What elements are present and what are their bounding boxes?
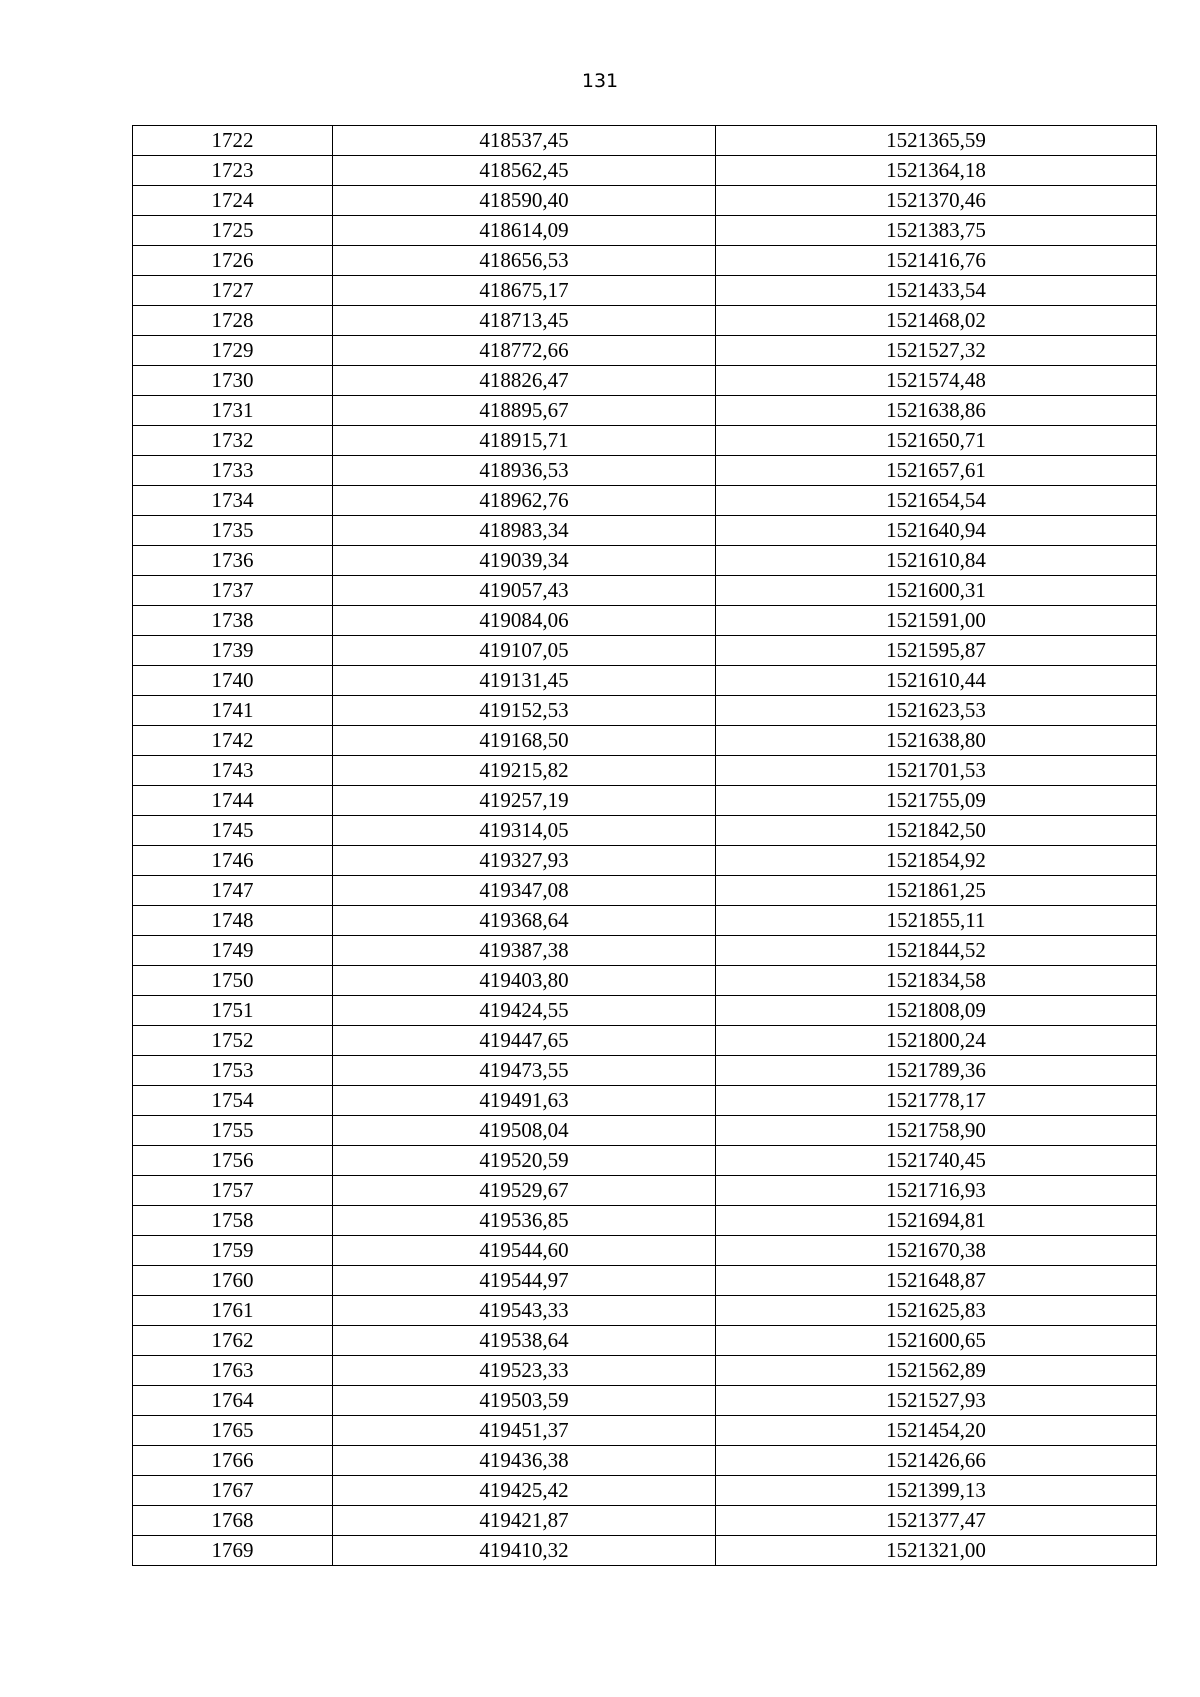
y-coordinate-cell: 1521527,93: [716, 1386, 1157, 1416]
coordinates-table: [132, 125, 1157, 1566]
x-coordinate-cell: 419152,53: [333, 696, 716, 726]
point-number-cell: 1738: [133, 606, 333, 636]
table-row: [133, 396, 1157, 426]
point-number-cell: 1732: [133, 426, 333, 456]
point-number-cell: 1730: [133, 366, 333, 396]
point-number-cell: 1726: [133, 246, 333, 276]
x-coordinate-cell: 419327,93: [333, 846, 716, 876]
point-number-cell: 1735: [133, 516, 333, 546]
y-coordinate-cell: 1521842,50: [716, 816, 1157, 846]
table-row: [133, 276, 1157, 306]
table-row: [133, 336, 1157, 366]
point-number-cell: 1740: [133, 666, 333, 696]
point-number-cell: 1766: [133, 1446, 333, 1476]
point-number-cell: 1749: [133, 936, 333, 966]
y-coordinate-cell: 1521800,24: [716, 1026, 1157, 1056]
point-number-cell: 1759: [133, 1236, 333, 1266]
point-number-cell: 1751: [133, 996, 333, 1026]
x-coordinate-cell: 419131,45: [333, 666, 716, 696]
point-number-cell: 1728: [133, 306, 333, 336]
table-row: [133, 486, 1157, 516]
point-number-cell: 1733: [133, 456, 333, 486]
point-number-cell: 1752: [133, 1026, 333, 1056]
x-coordinate-cell: 419544,97: [333, 1266, 716, 1296]
x-coordinate-cell: 419436,38: [333, 1446, 716, 1476]
y-coordinate-cell: 1521778,17: [716, 1086, 1157, 1116]
y-coordinate-cell: 1521854,92: [716, 846, 1157, 876]
x-coordinate-cell: 419508,04: [333, 1116, 716, 1146]
table-row: [133, 1056, 1157, 1086]
y-coordinate-cell: 1521610,44: [716, 666, 1157, 696]
y-coordinate-cell: 1521650,71: [716, 426, 1157, 456]
table-row: [133, 1296, 1157, 1326]
point-number-cell: 1764: [133, 1386, 333, 1416]
x-coordinate-cell: 419523,33: [333, 1356, 716, 1386]
y-coordinate-cell: 1521640,94: [716, 516, 1157, 546]
point-number-cell: 1724: [133, 186, 333, 216]
table-row: [133, 1506, 1157, 1536]
table-row: [133, 546, 1157, 576]
table-body: [133, 126, 1157, 1566]
x-coordinate-cell: 418983,34: [333, 516, 716, 546]
point-number-cell: 1762: [133, 1326, 333, 1356]
y-coordinate-cell: 1521426,66: [716, 1446, 1157, 1476]
point-number-cell: 1761: [133, 1296, 333, 1326]
table-row: [133, 996, 1157, 1026]
table-row: [133, 1176, 1157, 1206]
table-row: [133, 1116, 1157, 1146]
y-coordinate-cell: 1521855,11: [716, 906, 1157, 936]
table-row: [133, 246, 1157, 276]
point-number-cell: 1725: [133, 216, 333, 246]
x-coordinate-cell: 418537,45: [333, 126, 716, 156]
y-coordinate-cell: 1521364,18: [716, 156, 1157, 186]
point-number-cell: 1737: [133, 576, 333, 606]
table-row: [133, 756, 1157, 786]
point-number-cell: 1747: [133, 876, 333, 906]
x-coordinate-cell: 419039,34: [333, 546, 716, 576]
x-coordinate-cell: 419544,60: [333, 1236, 716, 1266]
x-coordinate-cell: 419473,55: [333, 1056, 716, 1086]
point-number-cell: 1731: [133, 396, 333, 426]
y-coordinate-cell: 1521377,47: [716, 1506, 1157, 1536]
point-number-cell: 1739: [133, 636, 333, 666]
x-coordinate-cell: 418962,76: [333, 486, 716, 516]
table-row: [133, 156, 1157, 186]
table-row: [133, 726, 1157, 756]
point-number-cell: 1745: [133, 816, 333, 846]
table-row: [133, 366, 1157, 396]
x-coordinate-cell: 418826,47: [333, 366, 716, 396]
y-coordinate-cell: 1521789,36: [716, 1056, 1157, 1086]
y-coordinate-cell: 1521468,02: [716, 306, 1157, 336]
y-coordinate-cell: 1521625,83: [716, 1296, 1157, 1326]
table-row: [133, 906, 1157, 936]
table-row: [133, 786, 1157, 816]
y-coordinate-cell: 1521370,46: [716, 186, 1157, 216]
y-coordinate-cell: 1521740,45: [716, 1146, 1157, 1176]
y-coordinate-cell: 1521716,93: [716, 1176, 1157, 1206]
x-coordinate-cell: 419084,06: [333, 606, 716, 636]
table-row: [133, 1206, 1157, 1236]
y-coordinate-cell: 1521638,80: [716, 726, 1157, 756]
x-coordinate-cell: 419314,05: [333, 816, 716, 846]
x-coordinate-cell: 418772,66: [333, 336, 716, 366]
x-coordinate-cell: 418675,17: [333, 276, 716, 306]
y-coordinate-cell: 1521808,09: [716, 996, 1157, 1026]
table-row: [133, 1026, 1157, 1056]
point-number-cell: 1746: [133, 846, 333, 876]
x-coordinate-cell: 419387,38: [333, 936, 716, 966]
x-coordinate-cell: 419421,87: [333, 1506, 716, 1536]
x-coordinate-cell: 419410,32: [333, 1536, 716, 1566]
y-coordinate-cell: 1521595,87: [716, 636, 1157, 666]
x-coordinate-cell: 418656,53: [333, 246, 716, 276]
y-coordinate-cell: 1521701,53: [716, 756, 1157, 786]
y-coordinate-cell: 1521591,00: [716, 606, 1157, 636]
x-coordinate-cell: 419168,50: [333, 726, 716, 756]
table-row: [133, 426, 1157, 456]
y-coordinate-cell: 1521433,54: [716, 276, 1157, 306]
table-row: [133, 576, 1157, 606]
table-row: [133, 1536, 1157, 1566]
table-row: [133, 816, 1157, 846]
y-coordinate-cell: 1521861,25: [716, 876, 1157, 906]
table-row: [133, 1416, 1157, 1446]
y-coordinate-cell: 1521600,31: [716, 576, 1157, 606]
y-coordinate-cell: 1521610,84: [716, 546, 1157, 576]
x-coordinate-cell: 419447,65: [333, 1026, 716, 1056]
table-row: [133, 936, 1157, 966]
point-number-cell: 1722: [133, 126, 333, 156]
point-number-cell: 1769: [133, 1536, 333, 1566]
table-row: [133, 1326, 1157, 1356]
point-number-cell: 1767: [133, 1476, 333, 1506]
table-row: [133, 1086, 1157, 1116]
point-number-cell: 1755: [133, 1116, 333, 1146]
y-coordinate-cell: 1521454,20: [716, 1416, 1157, 1446]
x-coordinate-cell: 419257,19: [333, 786, 716, 816]
x-coordinate-cell: 418915,71: [333, 426, 716, 456]
y-coordinate-cell: 1521623,53: [716, 696, 1157, 726]
point-number-cell: 1734: [133, 486, 333, 516]
point-number-cell: 1758: [133, 1206, 333, 1236]
x-coordinate-cell: 419503,59: [333, 1386, 716, 1416]
y-coordinate-cell: 1521399,13: [716, 1476, 1157, 1506]
y-coordinate-cell: 1521638,86: [716, 396, 1157, 426]
point-number-cell: 1729: [133, 336, 333, 366]
x-coordinate-cell: 419491,63: [333, 1086, 716, 1116]
table-row: [133, 966, 1157, 996]
x-coordinate-cell: 418614,09: [333, 216, 716, 246]
table-row: [133, 1266, 1157, 1296]
y-coordinate-cell: 1521321,00: [716, 1536, 1157, 1566]
table-row: [133, 636, 1157, 666]
y-coordinate-cell: 1521755,09: [716, 786, 1157, 816]
table-row: [133, 876, 1157, 906]
point-number-cell: 1765: [133, 1416, 333, 1446]
table-row: [133, 1236, 1157, 1266]
y-coordinate-cell: 1521383,75: [716, 216, 1157, 246]
y-coordinate-cell: 1521844,52: [716, 936, 1157, 966]
point-number-cell: 1753: [133, 1056, 333, 1086]
table-row: [133, 1446, 1157, 1476]
y-coordinate-cell: 1521670,38: [716, 1236, 1157, 1266]
x-coordinate-cell: 419520,59: [333, 1146, 716, 1176]
table-row: [133, 216, 1157, 246]
table-row: [133, 306, 1157, 336]
point-number-cell: 1760: [133, 1266, 333, 1296]
table-row: [133, 606, 1157, 636]
x-coordinate-cell: 418562,45: [333, 156, 716, 186]
table-row: [133, 456, 1157, 486]
point-number-cell: 1727: [133, 276, 333, 306]
x-coordinate-cell: 419451,37: [333, 1416, 716, 1446]
point-number-cell: 1741: [133, 696, 333, 726]
y-coordinate-cell: 1521365,59: [716, 126, 1157, 156]
point-number-cell: 1768: [133, 1506, 333, 1536]
x-coordinate-cell: 418936,53: [333, 456, 716, 486]
point-number-cell: 1748: [133, 906, 333, 936]
point-number-cell: 1723: [133, 156, 333, 186]
y-coordinate-cell: 1521562,89: [716, 1356, 1157, 1386]
x-coordinate-cell: 419529,67: [333, 1176, 716, 1206]
y-coordinate-cell: 1521527,32: [716, 336, 1157, 366]
x-coordinate-cell: 419057,43: [333, 576, 716, 606]
table-row: [133, 186, 1157, 216]
point-number-cell: 1763: [133, 1356, 333, 1386]
x-coordinate-cell: 418713,45: [333, 306, 716, 336]
x-coordinate-cell: 419107,05: [333, 636, 716, 666]
x-coordinate-cell: 419536,85: [333, 1206, 716, 1236]
x-coordinate-cell: 418895,67: [333, 396, 716, 426]
table-row: [133, 1146, 1157, 1176]
y-coordinate-cell: 1521574,48: [716, 366, 1157, 396]
table-row: [133, 1476, 1157, 1506]
y-coordinate-cell: 1521758,90: [716, 1116, 1157, 1146]
point-number-cell: 1744: [133, 786, 333, 816]
x-coordinate-cell: 419347,08: [333, 876, 716, 906]
point-number-cell: 1743: [133, 756, 333, 786]
y-coordinate-cell: 1521600,65: [716, 1326, 1157, 1356]
x-coordinate-cell: 419425,42: [333, 1476, 716, 1506]
table-row: [133, 666, 1157, 696]
table-row: [133, 846, 1157, 876]
y-coordinate-cell: 1521654,54: [716, 486, 1157, 516]
table-row: [133, 1386, 1157, 1416]
point-number-cell: 1750: [133, 966, 333, 996]
x-coordinate-cell: 419538,64: [333, 1326, 716, 1356]
y-coordinate-cell: 1521648,87: [716, 1266, 1157, 1296]
y-coordinate-cell: 1521657,61: [716, 456, 1157, 486]
table-row: [133, 696, 1157, 726]
x-coordinate-cell: 418590,40: [333, 186, 716, 216]
point-number-cell: 1756: [133, 1146, 333, 1176]
x-coordinate-cell: 419424,55: [333, 996, 716, 1026]
x-coordinate-cell: 419403,80: [333, 966, 716, 996]
x-coordinate-cell: 419543,33: [333, 1296, 716, 1326]
page-number: 131: [581, 70, 619, 92]
point-number-cell: 1757: [133, 1176, 333, 1206]
y-coordinate-cell: 1521416,76: [716, 246, 1157, 276]
table-row: [133, 516, 1157, 546]
table-row: [133, 1356, 1157, 1386]
x-coordinate-cell: 419215,82: [333, 756, 716, 786]
point-number-cell: 1742: [133, 726, 333, 756]
x-coordinate-cell: 419368,64: [333, 906, 716, 936]
table-row: [133, 126, 1157, 156]
y-coordinate-cell: 1521834,58: [716, 966, 1157, 996]
point-number-cell: 1736: [133, 546, 333, 576]
y-coordinate-cell: 1521694,81: [716, 1206, 1157, 1236]
point-number-cell: 1754: [133, 1086, 333, 1116]
